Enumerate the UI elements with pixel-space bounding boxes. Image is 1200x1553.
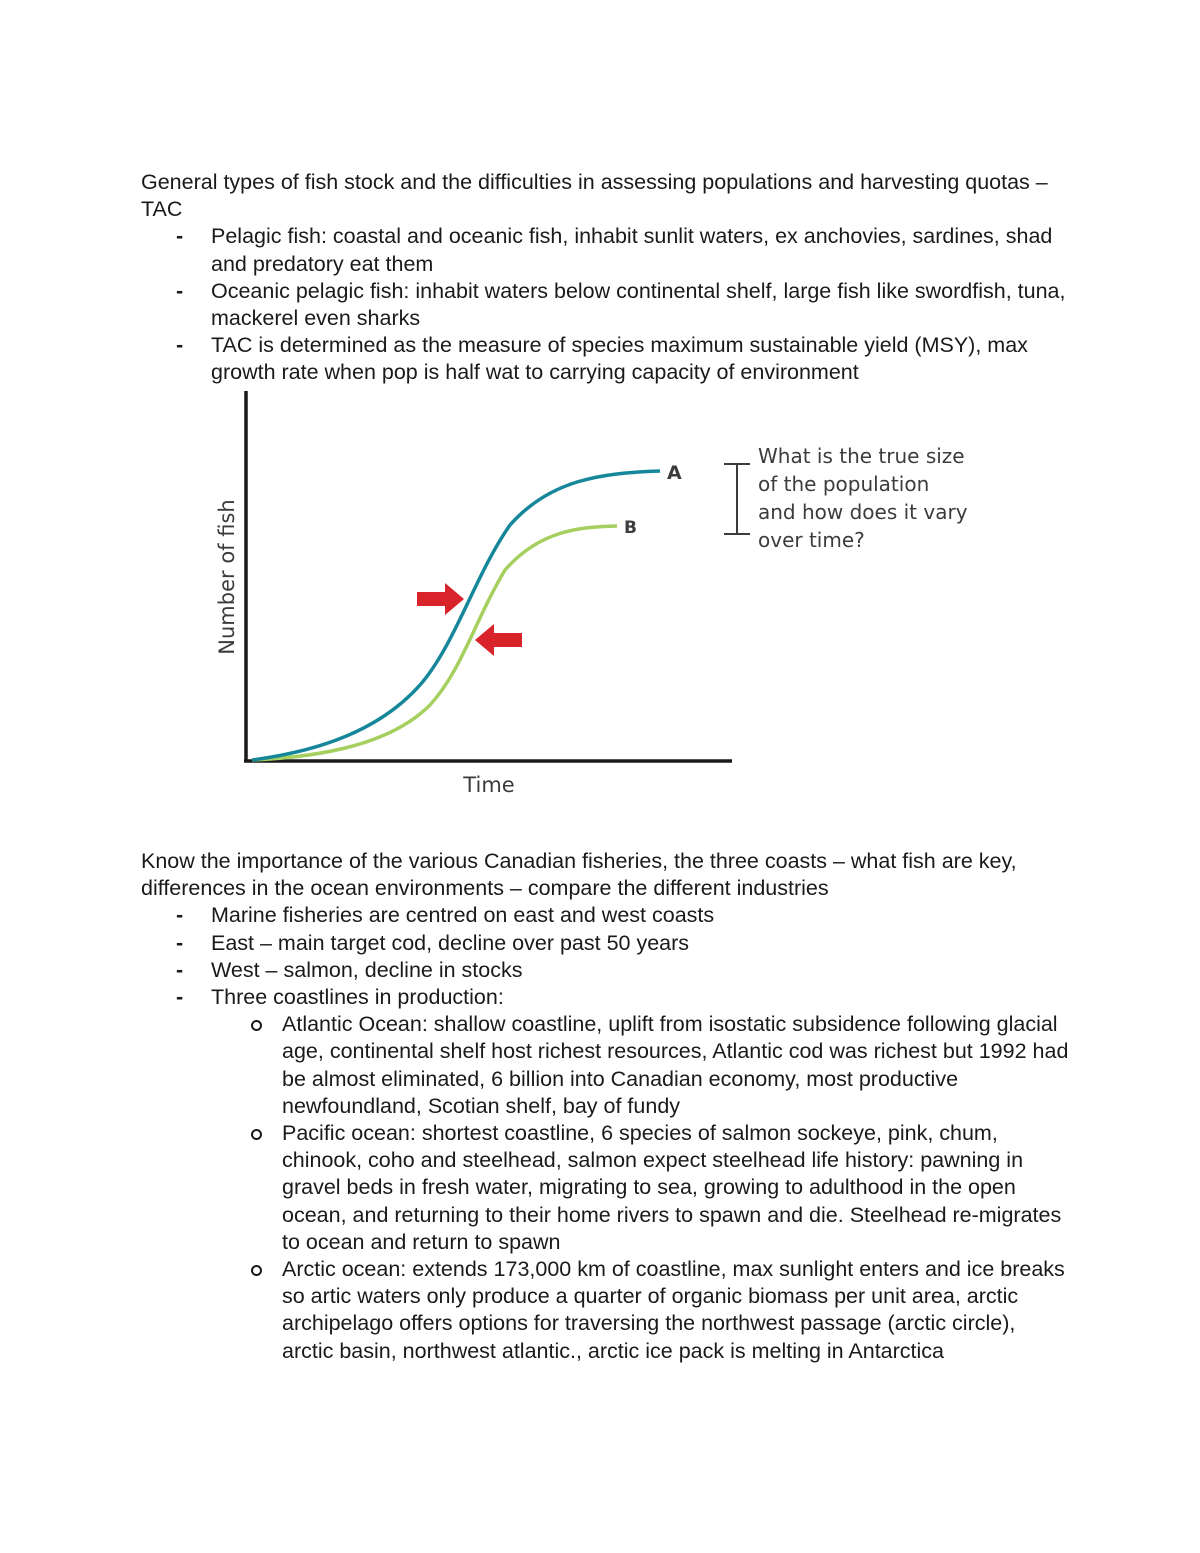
list-item-text: Pelagic fish: coastal and oceanic fish, inhabit sunlit waters, ex anchovies, sardines, shad and predatory eat them bbox=[211, 224, 1053, 276]
range-bracket-icon bbox=[724, 464, 750, 534]
dash-bullet: - bbox=[176, 930, 184, 955]
right-arrow-icon bbox=[417, 583, 464, 615]
curve-b-label: B bbox=[624, 518, 637, 538]
list-item-text: Marine fisheries are centred on east and west coasts bbox=[211, 903, 715, 928]
left-arrow-icon bbox=[475, 624, 522, 656]
list-item bbox=[141, 930, 1071, 957]
dash-bullet: - bbox=[176, 903, 184, 928]
list-item-text: Three coastlines in production: bbox=[211, 985, 504, 1010]
list-item bbox=[141, 984, 1071, 1011]
list-item bbox=[141, 278, 1071, 332]
dash-bullet: - bbox=[176, 957, 184, 982]
circle-bullet-icon bbox=[251, 1129, 262, 1140]
circle-bullet-icon bbox=[251, 1020, 262, 1031]
curve-a-label: A bbox=[667, 462, 682, 484]
list-item-text: West – salmon, decline in stocks bbox=[211, 957, 523, 982]
dash-bullet: - bbox=[176, 278, 184, 303]
list-item-text: Oceanic pelagic fish: inhabit waters below continental shelf, large fish like swordfish, tuna, mackerel even sharks bbox=[211, 278, 1066, 331]
list-item bbox=[141, 223, 1071, 277]
section-heading: General types of fish stock and the difficulties in assessing populations and harvesting quotas – TAC bbox=[141, 170, 1048, 222]
sub-list-item-text: Arctic ocean: extends 173,000 km of coastline, max sunlight enters and ice breaks so artic waters only produce a quarter of organic biomass per unit area, arctic archipelago offers options for traversing the northwest passage (arctic circle), arctic basin, northwest atlantic., arctic ice pack is melting in Antarctica bbox=[282, 1257, 1065, 1363]
sub-list-item bbox=[141, 1011, 1071, 1120]
sub-list-item bbox=[141, 1256, 1071, 1365]
section-canadian-fisheries bbox=[141, 848, 1071, 1365]
annotation-line: of the population bbox=[758, 472, 930, 496]
section-heading: Know the importance of the various Canadian fisheries, the three coasts – what fish are key, differences in the ocean environments – compare the different industries bbox=[141, 849, 1017, 901]
list-item bbox=[141, 957, 1071, 984]
list-item bbox=[141, 902, 1071, 929]
curve-a bbox=[252, 471, 660, 760]
curve-b bbox=[252, 526, 617, 760]
annotation-line: What is the true size bbox=[758, 444, 965, 468]
sub-bullet-list bbox=[141, 1011, 1071, 1365]
dash-bullet: - bbox=[176, 985, 184, 1010]
sub-list-item-text: Pacific ocean: shortest coastline, 6 species of salmon sockeye, pink, chum, chinook, coho and steelhead, salmon expect steelhead life history: pawning in gravel beds in fresh water, migrating to sea, growing to adulthood in the open ocean, and returning to their home rivers to spawn and die. Steelhead re-migrates to ocean and return to spawn bbox=[282, 1121, 1062, 1254]
x-axis-label: Time bbox=[463, 773, 515, 797]
dash-bullet: - bbox=[176, 333, 184, 358]
list-item-text: TAC is determined as the measure of species maximum sustainable yield (MSY), max growth rate when pop is half wat to carrying capacity of environment bbox=[211, 333, 1028, 385]
sub-list-item-text: Atlantic Ocean: shallow coastline, uplift from isostatic subsidence following glacial age, continental shelf host richest resources, Atlantic cod was richest but 1992 had be almost eliminated, 6 billion into Canadian economy, most productive newfoundland, Scotian shelf, bay of fundy bbox=[282, 1012, 1069, 1118]
annotation-line: and how does it vary bbox=[758, 500, 968, 524]
population-growth-figure bbox=[200, 385, 1000, 805]
section-fish-stock bbox=[141, 169, 1071, 387]
y-axis-label: Number of fish bbox=[215, 499, 239, 655]
circle-bullet-icon bbox=[251, 1265, 262, 1276]
bullet-list bbox=[141, 902, 1071, 1011]
annotation-line: over time? bbox=[758, 528, 865, 552]
figure-annotation bbox=[758, 444, 974, 552]
list-item bbox=[141, 332, 1071, 386]
bullet-list bbox=[141, 223, 1071, 386]
list-item-text: East – main target cod, decline over past 50 years bbox=[211, 930, 690, 955]
dash-bullet: - bbox=[176, 224, 184, 249]
sub-list-item bbox=[141, 1120, 1071, 1256]
